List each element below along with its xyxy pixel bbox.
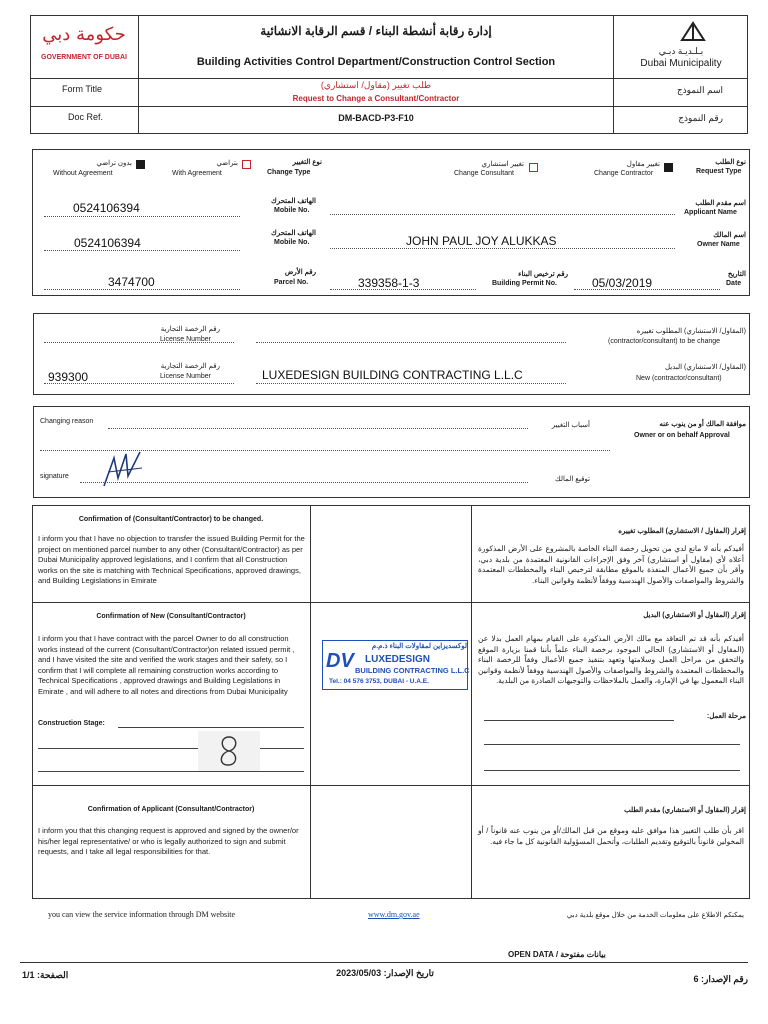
form-title-english: Request to Change a Consultant/Contractor [292,94,460,103]
gov-logo-arabic: حكومة دبي [42,24,126,45]
construction-stage-field-line-3[interactable] [38,771,304,772]
parcel-label-arabic: رقم الأرض [284,269,316,276]
old-contractor-label: (contractor/consultant) to be change [608,338,721,345]
dubai-municipality-logo [618,18,744,74]
owner-mobile-field[interactable] [44,250,240,251]
without-agreement-arabic: بدون تراضي [96,160,132,167]
table-divider [471,505,472,899]
confirm-new-body-arabic: أفيدكم بأنه قد تم التعاقد مع مالك الأرض المذكورة على القيام بمهام العمل بدلا عن (المقاول أو الاستشاري) الحالي الموجود برخصة البناء علماً بأننا قمنا بزيارة الموقع والتحقق من مراحل العمل وسلامتها وتعهد بتنفيذ جميع الأعمال وفقاً للرخصة البناء والمخططات المعتمدة والشروط والمواصفات والأصول الهندسية ووفقاً لأنظمة وقوانين البناء المعمول بها في الإمارة، والعمل بالملاحظات والتوجيهات الصادرة من البلدية. [478,634,744,685]
department-title-english: Building Activities Control Department/Construction Control Section [196,56,556,68]
new-contractor-label: New (contractor/consultant) [636,375,722,382]
doc-ref-label: Doc Ref. [68,112,104,122]
change-contractor-arabic: تغيير مقاول [626,161,660,168]
confirm-applicant-title: Confirmation of Applicant (Consultant/Contractor) [87,806,255,813]
owner-name-label: Owner Name [697,241,740,248]
date-label-arabic: التاريخ [727,271,746,278]
applicant-name-label-arabic: اسم مقدم الطلب [695,200,746,207]
confirm-new-body: I inform you that I have contract with the parcel Owner to do all construction works instead of the current (Consultant/Contractor)on related issued permit , and I have visited the site and verified the work stages and their safety, so I confirm that I will complete all remaining construction works according to Technical Specifications , approved drawings and Building Legislations in Emirate , and will adhere to all notes and directions from Dubai Municipality [38,634,295,696]
changing-reason-field[interactable] [108,428,528,429]
change-contractor-checkbox[interactable] [664,163,673,172]
old-license-label-arabic: رقم الرخصة التجارية [160,326,220,333]
date-label: Date [726,280,742,287]
parcel-value: 3474700 [108,275,155,289]
confirm-new-title-arabic: إقرار (المقاول أو الاستشاري) البديل [643,612,746,619]
owner-name-value: JOHN PAUL JOY ALUKKAS [406,234,557,248]
company-stamp [322,640,468,690]
new-contractor-label-arabic: (المقاول/ الاستشاري) البديل [664,364,746,371]
owner-mobile-label: Mobile No. [274,239,310,246]
permit-label-arabic: رقم ترخيص البناء [518,271,568,278]
with-agreement-label: With Agreement [172,170,222,177]
permit-field[interactable] [330,289,476,290]
confirm-applicant-title-arabic: إقرار (المقاول أو الاستشاري) مقدم الطلب [624,807,746,814]
construction-stage-field-line-2[interactable] [38,748,304,749]
doc-ref-label-arabic: رقم النموذج [678,113,723,123]
table-divider [310,505,311,899]
page-number: الصفحة: 1/1 [22,970,69,980]
owner-mobile-label-arabic: الهاتف المتحرك [271,230,316,237]
website-note: you can view the service information through DM website [48,910,236,919]
issue-date: تاريخ الإصدار: 2023/05/03 [336,968,434,978]
stamp-telephone: Tel.: 04 576 3753, DUBAI - U.A.E. [329,678,429,685]
signature-label-arabic: توقيع المالك [555,476,590,483]
owner-signature-image [100,448,150,488]
stamp-company-name: LUXEDESIGN [365,654,431,665]
department-title-arabic: إدارة رقابة أنشطة البناء / قسم الرقابة الانشائية [260,24,492,38]
owner-name-label-arabic: اسم المالك [713,232,746,239]
open-data-label: OPEN DATA / بيانات مفتوحة [508,950,606,959]
doc-ref-value: DM-BACD-P3-F10 [338,113,414,123]
new-license-label-arabic: رقم الرخصة التجارية [160,363,220,370]
old-contractor-label-arabic: (المقاول/ الاستشاري) المطلوب تغييره [636,328,746,335]
new-license-label: License Number [160,373,211,380]
gov-logo-english: GOVERNMENT OF DUBAI [41,54,127,61]
owner-approval-label: Owner or on behalf Approval [634,432,730,439]
confirm-new-title: Confirmation of New (Consultant/Contractor) [96,613,246,620]
stamp-company-sub: BUILDING CONTRACTING L.L.C [355,666,470,675]
without-agreement-checkbox[interactable] [136,160,145,169]
new-license-field[interactable] [44,383,234,384]
change-consultant-checkbox[interactable] [529,163,538,172]
changing-reason-label: Changing reason [40,418,94,425]
dm-emblem-icon [678,20,708,44]
with-agreement-arabic: بتراضي [216,160,238,167]
applicant-mobile-value: 0524106394 [73,201,140,215]
parcel-label: Parcel No. [274,279,309,286]
change-type-label-arabic: نوع التغيير [292,159,322,166]
date-value: 05/03/2019 [592,276,653,290]
header-divider [138,15,139,134]
permit-value: 339358-1-3 [358,276,420,290]
without-agreement-label: Without Agreement [53,170,113,177]
dm-logo-english: Dubai Municipality [640,58,722,69]
confirm-applicant-body-arabic: اقر بأن طلب التغيير هذا موافق عليه وموقع من قبل المالك/أو من ينوب عنه قانوناً / أو المخولين قانوناً بالتوقيع وتقديم الطلبات، وأتحمل المسؤولية القانونية كل ما جاء فيه. [478,826,744,846]
construction-stage-field[interactable] [118,727,304,728]
table-divider [32,785,750,786]
construction-stage-label-arabic: مرحلة العمل: [706,713,746,720]
old-contractor-name-field[interactable] [256,342,566,343]
government-of-dubai-logo [34,20,134,72]
confirm-applicant-body: I inform you that this changing request is approved and signed by the owner/or his/her legal representative/ or who is legally authorized to sign and submit requests, and I take all legal responsibilities for that. [38,826,299,856]
confirm-old-body-arabic: أفيدكم بأنه لا مانع لدي من تحويل رخصة البناء الخاصة بالمشروع على الأرض المذكورة أعلاه لأي (مقاول أو استشاري) آخر وفق الإجراءات القانونية المعتمدة من بلدية دبي، وأقر بأن جميع الأعمال المنفذة بالموقع مطابقة لترخيص البناء والمخططات المعتمدة والشروط والمواصفات والأصول الهندسية ووفقاً لأنظمة وقوانين البناء. [478,544,744,585]
change-contractor-label: Change Contractor [594,170,654,177]
request-type-label: Request Type [696,168,742,175]
changing-reason-label-arabic: أسباب التغيير [551,422,590,429]
signature-label: signature [40,473,69,480]
new-contractor-name-field[interactable] [256,383,566,384]
owner-name-field[interactable] [330,248,675,249]
website-note-arabic: يمكنكم الاطلاع على معلومات الخدمة من خلال موقع بلدية دبي [566,912,744,919]
applicant-name-label: Applicant Name [684,209,737,216]
date-field[interactable] [574,289,720,290]
construction-stage-field-arabic-line-2[interactable] [484,744,740,745]
stamp-arabic-name: لوكسديزاين لمقاولات البناء ذ.م.م [371,643,467,650]
footer-divider [20,962,748,963]
confirm-old-body: I inform you that I have no objection to transfer the issued Building Permit for the project on mentioned parcel number to any other (Consultant/Contractor) as per Dubai Municipality approved legislations, and I confirm that all Construction works on the site is matching with Technical Specifications, approved drawings, and Building Legislations in Emirate [38,534,305,585]
stamp-logo-icon: DV [326,650,354,672]
new-license-value: 939300 [48,370,89,384]
old-license-label: License Number [160,336,211,343]
construction-stage-handwritten [198,731,260,771]
request-type-label-arabic: نوع الطلب [715,159,746,166]
website-link[interactable]: www.dm.gov.ae [368,910,420,919]
dm-logo-arabic: بـلـديـة دبـي [658,46,704,56]
mobile-label-arabic: الهاتف المتحرك [271,198,316,205]
parcel-field[interactable] [44,289,240,290]
header-divider [613,15,614,134]
change-type-label: Change Type [267,169,311,176]
version-number: رقم الإصدار: 6 [693,974,748,984]
form-title-arabic: طلب تغيير (مقاول/ استشاري) [320,80,432,90]
owner-mobile-value: 0524106394 [74,236,141,250]
handwritten-8-icon [198,731,260,771]
confirm-old-title-arabic: إقرار (المقاول / الاستشاري) المطلوب تغييره [618,528,746,535]
change-consultant-label: Change Consultant [454,170,514,177]
construction-stage-field-arabic[interactable] [484,720,674,721]
owner-approval-label-arabic: موافقة المالك أو من ينوب عنه [659,421,746,428]
construction-stage-label: Construction Stage: [38,720,105,727]
new-contractor-name-value: LUXEDESIGN BUILDING CONTRACTING L.L.C [262,368,523,382]
change-consultant-arabic: تغيير استشاري [481,161,524,168]
construction-stage-field-arabic-line-3[interactable] [484,770,740,771]
confirm-old-title: Confirmation of (Consultant/Contractor) to be changed. [78,516,264,523]
form-title-label: Form Title [62,84,103,94]
form-title-label-arabic: اسم النموذج [676,85,723,95]
old-license-field[interactable] [44,342,234,343]
applicant-name-field[interactable] [330,214,675,215]
mobile-label: Mobile No. [274,207,310,214]
permit-label: Building Permit No. [492,280,557,287]
with-agreement-checkbox[interactable] [242,160,251,169]
applicant-mobile-field[interactable] [44,216,240,217]
table-divider [32,602,750,603]
